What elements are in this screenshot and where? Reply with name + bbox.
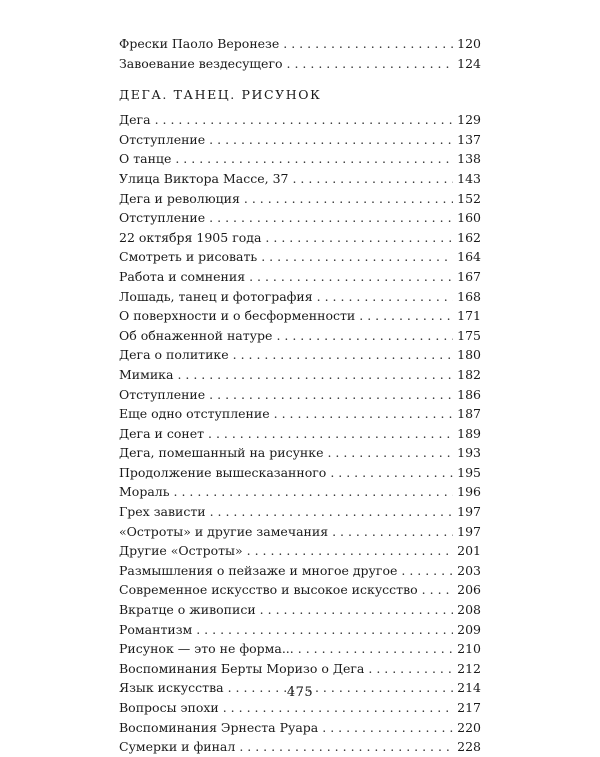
dot-leader bbox=[330, 463, 453, 483]
toc-entry bbox=[119, 698, 481, 718]
toc-entry-title: Размышления о пейзаже и многое другое bbox=[119, 562, 398, 578]
toc-entry bbox=[119, 443, 481, 463]
toc-entry bbox=[119, 580, 481, 600]
toc-entry-title: Об обнаженной натуре bbox=[119, 327, 273, 343]
toc-entry-title: Воспоминания Эрнеста Руара bbox=[119, 719, 319, 735]
toc-entry-title: Другие «Остроты» bbox=[119, 543, 243, 559]
dot-leader bbox=[292, 169, 453, 189]
toc-entry-title: Язык искусства bbox=[119, 680, 224, 696]
dot-leader bbox=[327, 443, 453, 463]
toc-entry-page: 189 bbox=[457, 425, 481, 441]
toc-entry-page: 214 bbox=[457, 680, 481, 696]
toc-entry bbox=[119, 365, 481, 385]
toc-entry bbox=[119, 287, 481, 307]
toc-entry-title: Фрески Паоло Веронезе bbox=[119, 36, 280, 51]
toc-entry-title: Вопросы эпохи bbox=[119, 700, 219, 715]
toc-entry-page: 206 bbox=[457, 582, 481, 598]
toc-entry-page: 201 bbox=[457, 543, 481, 559]
dot-leader bbox=[401, 561, 453, 581]
toc-entry-title: О поверхности и о бесформенности bbox=[119, 308, 356, 324]
toc-entry-page: 120 bbox=[457, 36, 481, 51]
toc-entry bbox=[119, 208, 481, 228]
toc-entry-title: «Остроты» и другие замечания bbox=[119, 523, 329, 539]
toc-entry-page: 197 bbox=[457, 504, 481, 520]
dot-leader bbox=[276, 326, 453, 346]
dot-leader bbox=[196, 620, 453, 640]
dot-leader bbox=[265, 228, 453, 248]
toc-entry bbox=[119, 169, 481, 189]
toc-entry bbox=[119, 228, 481, 248]
toc-entry-page: 162 bbox=[457, 229, 481, 245]
toc-entry-page: 208 bbox=[457, 602, 481, 618]
toc-entry bbox=[119, 463, 481, 483]
dot-leader bbox=[283, 34, 453, 54]
toc-entry-page: 143 bbox=[457, 170, 481, 186]
dot-leader bbox=[208, 424, 453, 444]
dot-leader bbox=[332, 522, 453, 542]
toc-entry-page: 203 bbox=[457, 562, 481, 578]
page-number: 475 bbox=[286, 685, 314, 700]
dot-leader bbox=[155, 110, 454, 130]
toc-top-entries bbox=[119, 34, 481, 73]
toc-entry bbox=[119, 34, 481, 54]
toc-entry-page: 196 bbox=[457, 484, 481, 500]
dot-leader bbox=[175, 149, 453, 169]
dot-leader bbox=[247, 541, 454, 561]
toc-entry-title: Грех зависти bbox=[119, 504, 206, 520]
toc-entry-title: Мораль bbox=[119, 484, 170, 500]
toc-entry-title: Дега, помешанный на рисунке bbox=[119, 445, 324, 461]
toc-entry-title: Завоевание вездесущего bbox=[119, 55, 283, 71]
toc-entry bbox=[119, 404, 481, 424]
toc-entry-title: Еще одно отступление bbox=[119, 406, 270, 422]
toc-entry-title: Современное искусство и высокое искусство bbox=[119, 582, 418, 598]
toc-entry-title: Дега и сонет bbox=[119, 425, 205, 441]
toc-entry-page: 228 bbox=[457, 739, 481, 755]
toc-entry-title: 22 октября 1905 года bbox=[119, 229, 262, 245]
toc-entry-page: 186 bbox=[457, 386, 481, 402]
toc-entry-page: 195 bbox=[457, 464, 481, 480]
dot-leader bbox=[177, 365, 453, 385]
toc-entry-title: Отступление bbox=[119, 210, 206, 226]
dot-leader bbox=[298, 639, 453, 659]
dot-leader bbox=[223, 698, 453, 718]
toc-entry-title: О танце bbox=[119, 151, 172, 167]
toc-entry bbox=[119, 130, 481, 150]
toc-entry-page: 182 bbox=[457, 366, 481, 382]
table-of-contents bbox=[119, 34, 481, 757]
dot-leader bbox=[368, 659, 453, 679]
toc-entry-title: Рисунок — это не форма... bbox=[119, 641, 294, 657]
toc-section-entries bbox=[119, 110, 481, 757]
toc-entry-title: Романтизм bbox=[119, 621, 193, 637]
toc-entry bbox=[119, 482, 481, 502]
toc-entry bbox=[119, 541, 481, 561]
toc-entry bbox=[119, 110, 481, 130]
toc-entry bbox=[119, 149, 481, 169]
toc-entry-page: 171 bbox=[457, 308, 481, 324]
toc-entry-title: Отступление bbox=[119, 131, 206, 147]
dot-leader bbox=[209, 208, 453, 228]
toc-entry bbox=[119, 502, 481, 522]
dot-leader bbox=[322, 718, 453, 738]
toc-entry bbox=[119, 326, 481, 346]
toc-entry-title: Дега bbox=[119, 112, 151, 128]
toc-entry bbox=[119, 385, 481, 405]
toc-entry-title: Сумерки и финал bbox=[119, 739, 236, 755]
toc-entry-page: 212 bbox=[457, 660, 481, 676]
dot-leader bbox=[422, 580, 453, 600]
toc-entry bbox=[119, 247, 481, 267]
dot-leader bbox=[239, 737, 453, 757]
dot-leader bbox=[287, 54, 454, 74]
toc-entry-title: Дега и революция bbox=[119, 190, 240, 206]
toc-entry bbox=[119, 639, 481, 659]
toc-entry-title: Воспоминания Берты Моризо о Дега bbox=[119, 660, 365, 676]
toc-entry-title: Улица Виктора Массе, 37 bbox=[119, 170, 289, 186]
toc-entry-title: Мимика bbox=[119, 366, 174, 382]
toc-entry bbox=[119, 522, 481, 542]
toc-entry-page: 160 bbox=[457, 210, 481, 226]
toc-entry bbox=[119, 737, 481, 757]
toc-entry bbox=[119, 424, 481, 444]
toc-entry-page: 152 bbox=[457, 190, 481, 206]
toc-entry-page: 168 bbox=[457, 288, 481, 304]
toc-entry-page: 217 bbox=[457, 700, 481, 715]
toc-entry bbox=[119, 306, 481, 326]
toc-entry-title: Смотреть и рисовать bbox=[119, 249, 258, 265]
toc-entry-page: 180 bbox=[457, 347, 481, 363]
toc-entry-page: 138 bbox=[457, 151, 481, 167]
dot-leader bbox=[274, 404, 454, 424]
toc-entry-page: 129 bbox=[457, 112, 481, 128]
toc-entry-page: 220 bbox=[457, 719, 481, 735]
toc-entry bbox=[119, 718, 481, 738]
toc-entry bbox=[119, 561, 481, 581]
dot-leader bbox=[209, 130, 453, 150]
toc-entry-page: 210 bbox=[457, 641, 481, 657]
dot-leader bbox=[244, 189, 453, 209]
toc-entry bbox=[119, 267, 481, 287]
toc-entry-page: 209 bbox=[457, 621, 481, 637]
toc-entry bbox=[119, 54, 481, 74]
toc-entry-title: Лошадь, танец и фотография bbox=[119, 288, 313, 304]
toc-entry bbox=[119, 620, 481, 640]
toc-entry-title: Продолжение вышесказанного bbox=[119, 464, 327, 480]
toc-entry-page: 187 bbox=[457, 406, 481, 422]
toc-entry-title: Работа и сомнения bbox=[119, 268, 246, 284]
dot-leader bbox=[233, 345, 454, 365]
toc-entry-page: 167 bbox=[457, 268, 481, 284]
toc-entry-page: 137 bbox=[457, 131, 481, 147]
toc-entry-title: Отступление bbox=[119, 386, 206, 402]
dot-leader bbox=[209, 385, 453, 405]
dot-leader bbox=[249, 267, 453, 287]
dot-leader bbox=[359, 306, 453, 326]
toc-entry-page: 164 bbox=[457, 249, 481, 265]
toc-entry-title: Вкратце о живописи bbox=[119, 602, 256, 618]
toc-entry-title: Дега о политике bbox=[119, 347, 229, 363]
dot-leader bbox=[210, 502, 454, 522]
toc-entry bbox=[119, 345, 481, 365]
dot-leader bbox=[260, 600, 453, 620]
dot-leader bbox=[261, 247, 453, 267]
toc-entry-page: 175 bbox=[457, 327, 481, 343]
toc-entry bbox=[119, 189, 481, 209]
toc-entry-page: 197 bbox=[457, 523, 481, 539]
section-heading: ДЕГА. ТАНЕЦ. РИСУНОК bbox=[119, 87, 322, 103]
toc-entry-page: 124 bbox=[457, 55, 481, 71]
toc-entry bbox=[119, 600, 481, 620]
dot-leader bbox=[174, 482, 454, 502]
dot-leader bbox=[317, 287, 453, 307]
toc-entry-page: 193 bbox=[457, 445, 481, 461]
toc-entry bbox=[119, 659, 481, 679]
